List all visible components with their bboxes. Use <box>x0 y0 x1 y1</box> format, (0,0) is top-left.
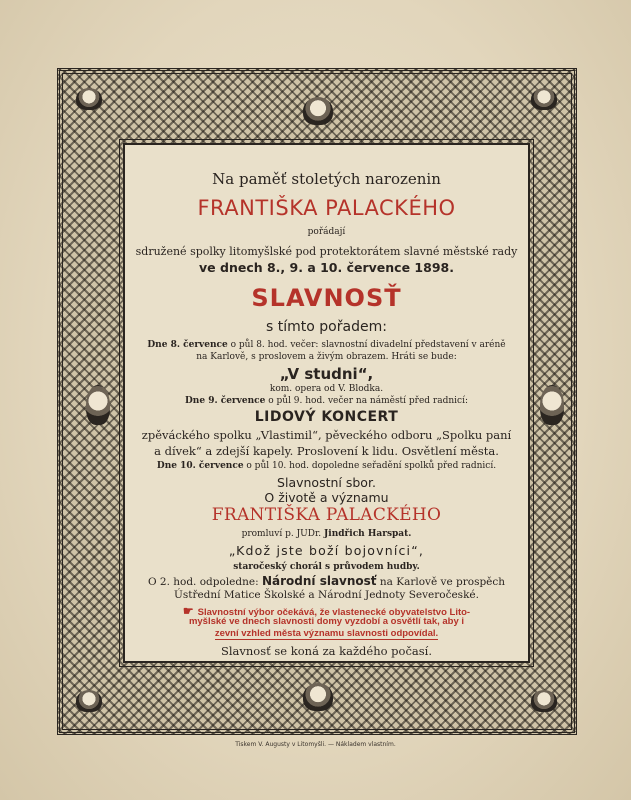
day-2-text: o půl 9. hod. večer na náměstí před radnicí: <box>265 396 468 406</box>
day-3-line <box>123 462 530 471</box>
cherub-ornament <box>303 97 333 125</box>
day-1-text: o půl 8. hod. večer: slavnostní divadelní představení v aréně <box>227 340 506 350</box>
day-2-line <box>123 397 530 406</box>
concert-heading: LIDOVÝ KONCERT <box>254 409 399 425</box>
notice-line-3 <box>123 629 530 639</box>
cherub-ornament <box>303 683 333 711</box>
notice-text-1: Slavnostní výbor očekává, že vlastenecké obyvatelstvo Lito- <box>197 607 471 618</box>
organizers-line: sdružené spolky litomyšlské pod protektorátem slavné městské rady <box>135 245 518 258</box>
cherub-ornament <box>540 385 564 425</box>
pointing-hand-icon: ☛ <box>182 604 194 618</box>
ceremonial-choir: Slavnostní sbor. <box>277 475 376 490</box>
beneficiaries-line: Ústřední Matice Školské a Národní Jednoty Severočeské. <box>173 589 479 601</box>
chorale-title: „Kdož jste boží bojovníci“, <box>228 543 425 558</box>
notice-text-3: zevní vzhled města významu slavnosti odpovídal. <box>214 628 439 639</box>
palacky-name: FRANTIŠKA PALACKÉHO <box>211 505 442 525</box>
dates-line: ve dnech 8., 9. a 10. července 1898. <box>199 260 454 275</box>
concert-details-2: a dívek“ a zdejší kapely. Proslovení k lidu. Osvětlení města. <box>154 444 499 458</box>
day-2-date: Dne 9. července <box>184 396 266 406</box>
corner-ornament <box>531 690 557 712</box>
afternoon-text: na Karlově ve prospěch <box>376 576 506 588</box>
speaker-line <box>123 530 530 539</box>
speech-topic: O životě a významu <box>264 490 389 505</box>
printer-imprint: Tiskem V. Augusty v Litomyšli. — Nákladem vlastním. <box>235 741 396 748</box>
opera-title: „V studni“, <box>279 365 374 383</box>
slavnost-heading: SLAVNOSŤ <box>251 284 402 312</box>
speaker-name: Jindřich Harspat. <box>324 529 412 539</box>
national-festival: Národní slavnosť <box>261 574 377 588</box>
day-1-line <box>123 341 530 350</box>
organizers-intro: pořádají <box>307 227 346 237</box>
day-1-date: Dne 8. července <box>147 340 228 350</box>
notice-line-2: myšlské ve dnech slavnosti domy vyzdobí a osvětlí tak, aby i <box>188 616 465 627</box>
concert-details-1: zpěváckého spolku „Vlastimil“, pěveckého odboru „Spolku paní <box>141 428 512 442</box>
corner-ornament <box>531 88 557 110</box>
corner-ornament <box>76 690 102 712</box>
opera-author: kom. opera od V. Blodka. <box>269 384 384 394</box>
afternoon-line <box>123 575 530 588</box>
dedication-line: Na paměť stoletých narozenin <box>212 170 441 188</box>
chorale-note: staročeský chorál s průvodem hudby. <box>233 562 420 572</box>
corner-ornament <box>76 88 102 110</box>
afternoon-time: O 2. hod. odpoledne: <box>147 576 262 588</box>
cherub-ornament <box>86 385 110 425</box>
speaker-intro: promluví p. JUDr. <box>241 529 325 539</box>
program-intro: s tímto pořadem: <box>266 319 387 335</box>
palacky-heading: FRANTIŠKA PALACKÉHO <box>197 196 456 220</box>
day-1-details: na Karlově, s proslovem a živým obrazem. Hráti se bude: <box>196 352 457 362</box>
day-3-date: Dne 10. července <box>156 461 244 471</box>
day-3-text: o půl 10. hod. dopoledne seřadění spolků před radnicí. <box>243 461 497 471</box>
weather-note: Slavnosť se koná za každého počasí. <box>220 644 432 658</box>
